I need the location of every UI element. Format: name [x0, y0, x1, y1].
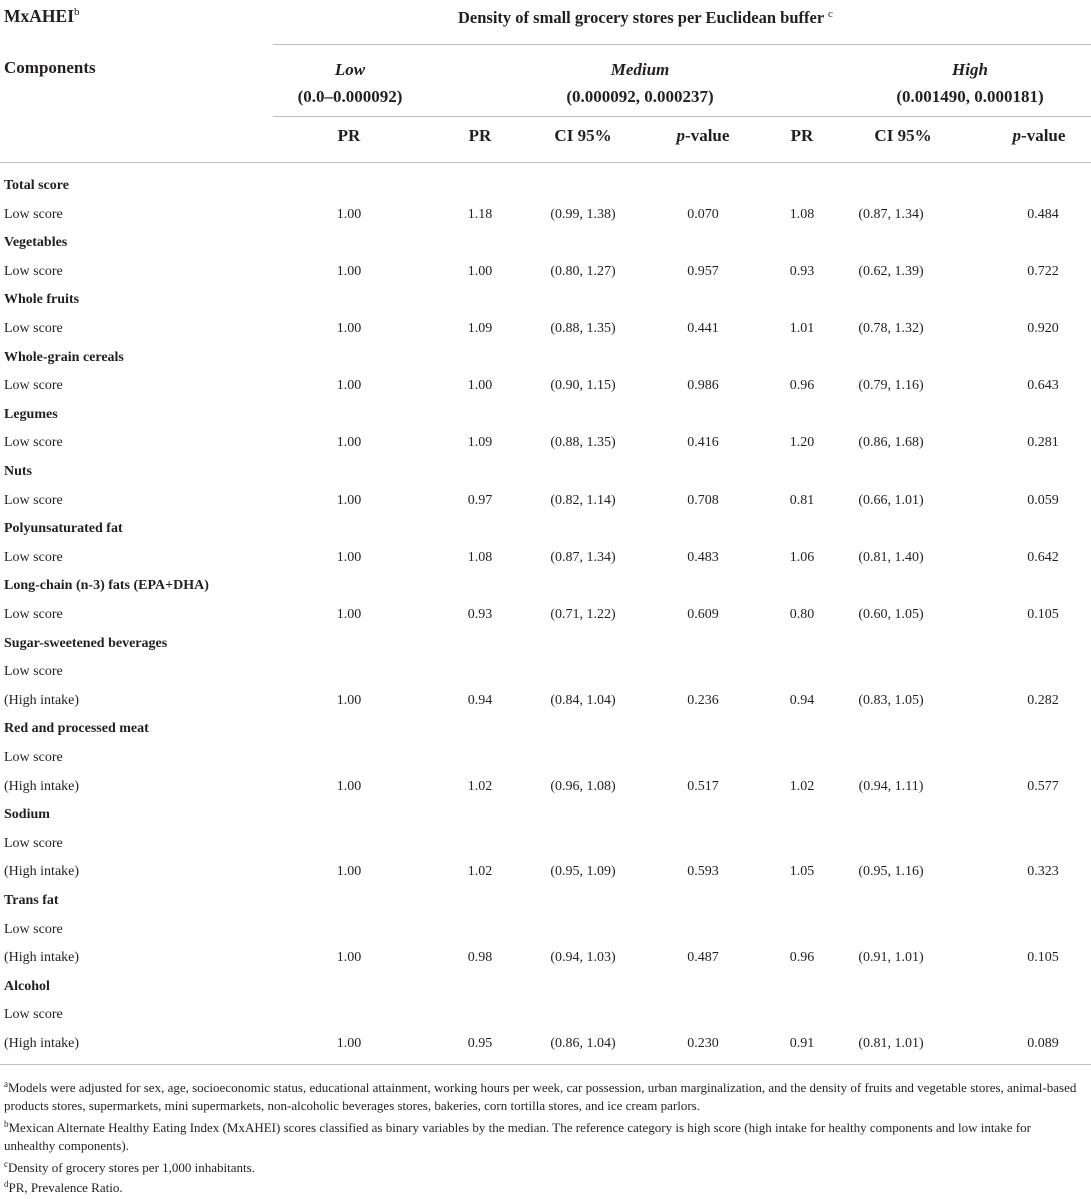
- top-rule: [273, 44, 1091, 45]
- table-row: [0, 659, 1091, 687]
- component-name: Long-chain (n-3) fats (EPA+DHA): [4, 578, 209, 594]
- component-name: Total score: [4, 178, 69, 193]
- cell-high-p: 0.059: [1027, 492, 1059, 508]
- cell-high-p: 0.323: [1027, 864, 1059, 880]
- table-row: [0, 774, 1091, 802]
- footnote-text: PR, Prevalence Ratio.: [8, 1180, 123, 1195]
- cell-med-p: 0.230: [687, 1036, 719, 1051]
- cell-high-ci: (0.95, 1.16): [858, 864, 924, 880]
- cell-med-ci: (0.96, 1.08): [550, 778, 616, 794]
- footnote-mark: b: [4, 1119, 9, 1129]
- table-bottom-rule: [0, 1064, 1091, 1065]
- row-label: (High intake): [4, 692, 80, 708]
- header-bottom-rule: [0, 162, 1091, 163]
- footnote-mark: a: [4, 1079, 8, 1089]
- table-row: [0, 259, 1091, 287]
- cell-low-pr: 1.00: [336, 549, 362, 565]
- cell-high-p: 0.577: [1027, 778, 1059, 794]
- row-label: Low score: [4, 206, 63, 222]
- row-label: (High intake): [4, 778, 80, 794]
- cell-med-pr: 1.02: [467, 778, 493, 794]
- cell-med-p: 0.609: [687, 607, 719, 622]
- sub-med-pr: PR: [468, 126, 492, 145]
- footnote-mark: c: [4, 1159, 8, 1169]
- component-header-row: [0, 631, 1091, 659]
- table-row: [0, 945, 1091, 973]
- p-italic: p: [676, 126, 686, 145]
- footnote-text: Density of grocery stores per 1,000 inhabitants.: [8, 1160, 255, 1175]
- cell-high-pr: 0.96: [789, 378, 815, 394]
- row-label: Low score: [4, 835, 63, 851]
- cell-high-p: 0.105: [1027, 607, 1059, 622]
- cell-high-pr: 1.05: [789, 864, 815, 880]
- footnote-mark: d: [4, 1179, 9, 1189]
- p-italic: p: [1012, 126, 1022, 145]
- cell-high-pr: 1.06: [789, 549, 815, 565]
- cell-med-ci: (0.90, 1.15): [550, 378, 616, 394]
- cell-med-ci: (0.88, 1.35): [550, 321, 616, 336]
- component-name: Sodium: [4, 807, 50, 823]
- cell-med-ci: (0.84, 1.04): [550, 692, 616, 708]
- cell-med-p: 0.416: [687, 435, 719, 451]
- density-footnote-mark: c: [828, 8, 833, 20]
- table-row: [0, 1002, 1091, 1030]
- sub-high-pr: PR: [790, 126, 814, 145]
- cell-med-ci: (0.71, 1.22): [550, 607, 616, 622]
- cell-low-pr: 1.00: [336, 778, 362, 794]
- cell-med-p: 0.236: [687, 692, 719, 708]
- cell-high-pr: 0.81: [789, 492, 815, 508]
- component-name: Trans fat: [4, 893, 59, 908]
- cell-med-pr: 0.95: [467, 1036, 493, 1051]
- table-row: [0, 831, 1091, 859]
- sub-high-p: [974, 126, 1091, 146]
- component-header-row: [0, 173, 1091, 201]
- component-header-row: [0, 459, 1091, 487]
- component-name: Legumes: [4, 406, 58, 422]
- cell-med-ci: (0.87, 1.34): [550, 549, 616, 565]
- cell-high-pr: 1.02: [789, 778, 815, 794]
- group-high-name: High: [952, 60, 988, 79]
- table-row: [0, 430, 1091, 458]
- component-header-row: [0, 888, 1091, 916]
- cell-low-pr: 1.00: [336, 378, 362, 394]
- cell-med-ci: (0.88, 1.35): [550, 435, 616, 451]
- table-row: [0, 373, 1091, 401]
- cell-med-p: 0.986: [687, 378, 719, 394]
- component-header-row: [0, 287, 1091, 315]
- cell-high-ci: (0.79, 1.16): [858, 378, 924, 394]
- cell-low-pr: 1.00: [336, 607, 362, 622]
- component-name: Whole-grain cereals: [4, 349, 124, 365]
- cell-med-p: 0.487: [687, 950, 719, 966]
- table-row: [0, 859, 1091, 887]
- cell-med-p: 0.483: [687, 549, 719, 565]
- cell-med-p: 0.441: [687, 321, 719, 336]
- component-header-row: [0, 345, 1091, 373]
- cell-med-p: 0.070: [687, 206, 719, 222]
- cell-high-p: 0.089: [1027, 1036, 1059, 1051]
- table-row: [0, 688, 1091, 716]
- component-name: Red and processed meat: [4, 721, 149, 737]
- component-header-row: [0, 802, 1091, 830]
- cell-med-pr: 0.94: [467, 692, 493, 708]
- component-name: Vegetables: [4, 235, 68, 251]
- cell-med-pr: 1.09: [467, 435, 493, 451]
- cell-high-p: 0.642: [1027, 549, 1059, 565]
- group-low-range: (0.0–0.000092): [297, 87, 403, 106]
- components-header: Components: [4, 58, 96, 77]
- cell-high-pr: 1.20: [789, 435, 815, 451]
- row-label: (High intake): [4, 864, 80, 880]
- footnote-c: [4, 1156, 1084, 1177]
- cell-high-p: 0.282: [1027, 692, 1059, 708]
- sub-high-ci: CI 95%: [874, 126, 932, 145]
- cell-high-ci: (0.91, 1.01): [858, 950, 924, 966]
- group-low: [265, 56, 435, 110]
- group-medium-name: Medium: [610, 60, 670, 79]
- title-text: MxAHEI: [4, 6, 74, 26]
- cell-high-pr: 1.08: [789, 206, 815, 222]
- cell-med-pr: 0.98: [467, 950, 493, 966]
- component-name: Sugar-sweetened beverages: [4, 635, 168, 651]
- cell-med-pr: 1.00: [467, 263, 493, 279]
- cell-high-pr: 1.01: [789, 321, 815, 336]
- cell-med-pr: 1.08: [467, 549, 493, 565]
- row-label: Low score: [4, 321, 63, 336]
- cell-high-p: 0.105: [1027, 950, 1059, 966]
- cell-high-ci: (0.81, 1.40): [858, 549, 924, 565]
- cell-high-ci: (0.62, 1.39): [858, 263, 924, 279]
- footnote-text: Mexican Alternate Healthy Eating Index (MxAHEI) scores classified as binary variables by the median. The reference category is high score (high intake for healthy components and low intake for unhealthy components).: [4, 1120, 1031, 1153]
- cell-low-pr: 1.00: [336, 435, 362, 451]
- component-header-row: [0, 230, 1091, 258]
- group-medium-range: (0.000092, 0.000237): [566, 87, 714, 106]
- group-high: [840, 56, 1091, 110]
- table-title: [4, 6, 80, 27]
- cell-high-p: 0.920: [1027, 321, 1059, 336]
- cell-low-pr: 1.00: [336, 1036, 362, 1051]
- cell-med-pr: 1.02: [467, 864, 493, 880]
- cell-med-pr: 1.18: [467, 206, 493, 222]
- cell-high-ci: (0.83, 1.05): [858, 692, 924, 708]
- row-label: Low score: [4, 750, 63, 765]
- cell-med-pr: 0.93: [467, 607, 493, 622]
- component-header-row: [0, 974, 1091, 1002]
- component-header-row: [0, 573, 1091, 601]
- cell-low-pr: 1.00: [336, 692, 362, 708]
- cell-med-pr: 1.09: [467, 321, 493, 336]
- table-row: [0, 488, 1091, 516]
- footnote-text: Models were adjusted for sex, age, socioeconomic status, educational attainment, working hours per week, car possession, urban marginalization, and the density of fruits and vegetable stores, animal-based products stores, supermarkets, mini supermarkets, non-alcoholic beverages stores, bakeries, corn tortilla stores, and ice cream parlors.: [4, 1080, 1077, 1113]
- sub-med-ci: CI 95%: [554, 126, 612, 145]
- footnote-d: [4, 1176, 1084, 1197]
- cell-high-p: 0.281: [1027, 435, 1059, 451]
- footnote-a: [4, 1076, 1084, 1114]
- cell-med-ci: (0.99, 1.38): [550, 206, 616, 222]
- cell-high-ci: (0.81, 1.01): [858, 1036, 924, 1051]
- cell-low-pr: 1.00: [336, 321, 362, 336]
- group-low-name: Low: [334, 60, 366, 79]
- table-row: [0, 202, 1091, 230]
- cell-high-pr: 0.93: [789, 263, 815, 279]
- group-high-range: (0.001490, 0.000181): [896, 87, 1044, 106]
- cell-high-pr: 0.96: [789, 950, 815, 966]
- cell-med-ci: (0.80, 1.27): [550, 263, 616, 279]
- component-header-row: [0, 402, 1091, 430]
- cell-high-ci: (0.94, 1.11): [858, 778, 924, 794]
- table-row: [0, 1031, 1091, 1059]
- cell-med-pr: 0.97: [467, 492, 493, 508]
- p-rest: -value: [1021, 126, 1066, 145]
- cell-med-p: 0.708: [687, 492, 719, 508]
- cell-high-ci: (0.87, 1.34): [858, 206, 924, 222]
- cell-high-ci: (0.78, 1.32): [858, 321, 924, 336]
- cell-low-pr: 1.00: [336, 206, 362, 222]
- cell-high-ci: (0.86, 1.68): [858, 435, 924, 451]
- cell-med-p: 0.517: [687, 778, 719, 794]
- cell-low-pr: 1.00: [336, 950, 362, 966]
- component-name: Polyunsaturated fat: [4, 521, 123, 537]
- row-label: Low score: [4, 607, 63, 622]
- cell-high-p: 0.484: [1027, 206, 1059, 222]
- cell-high-pr: 0.80: [789, 607, 815, 622]
- footnote-b: [4, 1116, 1084, 1154]
- row-label: Low score: [4, 435, 63, 451]
- row-label: Low score: [4, 378, 63, 394]
- row-label: (High intake): [4, 1036, 80, 1051]
- sub-low-pr: PR: [337, 126, 361, 145]
- p-rest: -value: [685, 126, 730, 145]
- row-label: Low score: [4, 664, 63, 680]
- density-header: [458, 8, 833, 28]
- row-label: Low score: [4, 1007, 63, 1023]
- cell-high-ci: (0.60, 1.05): [858, 607, 924, 622]
- table-row: [0, 316, 1091, 344]
- table-row: [0, 602, 1091, 630]
- sub-rule: [273, 116, 1091, 117]
- cell-med-ci: (0.94, 1.03): [550, 950, 616, 966]
- row-label: (High intake): [4, 950, 80, 966]
- table-row: [0, 917, 1091, 945]
- component-name: Alcohol: [4, 978, 50, 994]
- cell-low-pr: 1.00: [336, 864, 362, 880]
- density-header-text: Density of small grocery stores per Euclidean buffer: [458, 8, 824, 27]
- cell-high-p: 0.722: [1027, 263, 1059, 279]
- cell-med-ci: (0.82, 1.14): [550, 492, 616, 508]
- cell-med-pr: 1.00: [467, 378, 493, 394]
- component-header-row: [0, 516, 1091, 544]
- cell-med-p: 0.957: [687, 263, 719, 279]
- cell-high-p: 0.643: [1027, 378, 1059, 394]
- cell-low-pr: 1.00: [336, 263, 362, 279]
- cell-high-pr: 0.94: [789, 692, 815, 708]
- cell-med-ci: (0.95, 1.09): [550, 864, 616, 880]
- cell-high-ci: (0.66, 1.01): [858, 492, 924, 508]
- row-label: Low score: [4, 549, 63, 565]
- cell-low-pr: 1.00: [336, 492, 362, 508]
- cell-med-p: 0.593: [687, 864, 719, 880]
- table-row: [0, 745, 1091, 773]
- cell-med-ci: (0.86, 1.04): [550, 1036, 616, 1051]
- component-name: Whole fruits: [4, 292, 80, 308]
- row-label: Low score: [4, 492, 63, 508]
- group-medium: [520, 56, 760, 110]
- cell-high-pr: 0.91: [789, 1036, 815, 1051]
- table-row: [0, 545, 1091, 573]
- row-label: Low score: [4, 921, 63, 937]
- row-label: Low score: [4, 263, 63, 279]
- component-header-row: [0, 716, 1091, 744]
- component-name: Nuts: [4, 464, 33, 479]
- title-footnote-mark: b: [74, 6, 80, 18]
